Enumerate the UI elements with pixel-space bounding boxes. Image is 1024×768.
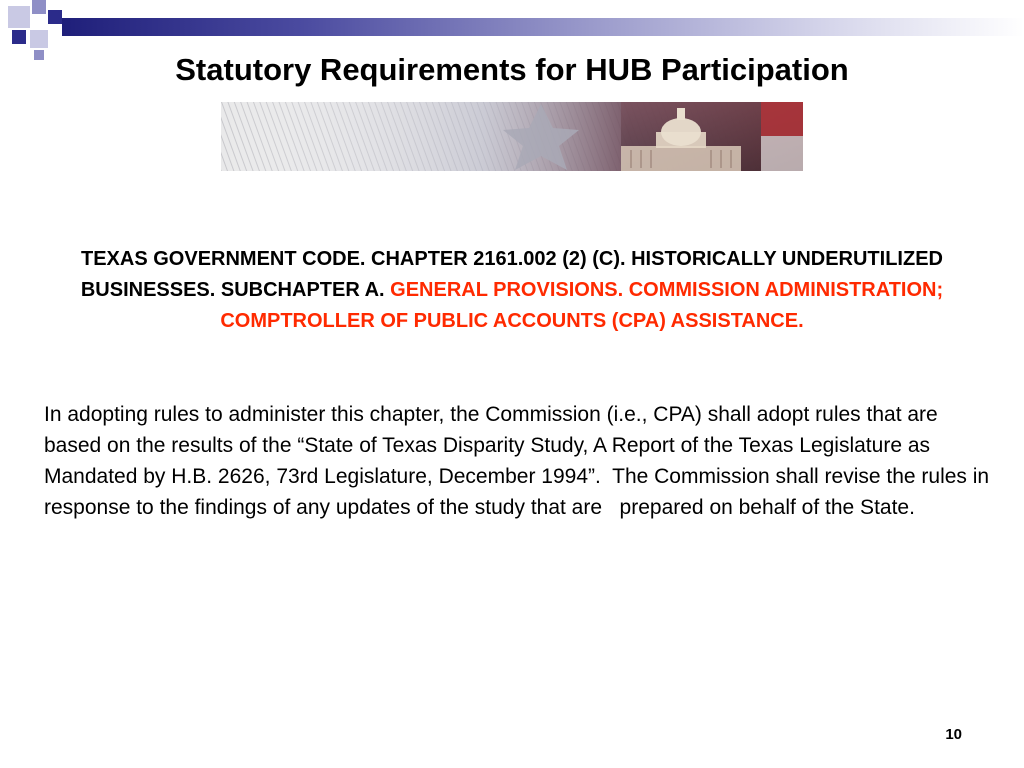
decorative-square (48, 10, 62, 24)
header-gradient-bar (62, 18, 1024, 36)
decorative-square (8, 6, 30, 28)
decorative-square (32, 0, 46, 14)
body-paragraph: In adopting rules to administer this chapter, the Commission (i.e., CPA) shall adopt rules that are based on the results of the “State of Texas Disparity Study, A Report of the Texas Legislature as Mandated by H.B. 2626, 73rd Legislature, December 1994”. The Commission shall revise the rules in response to the findings of any updates of the study that are prepared on behalf of the State. (44, 403, 995, 519)
heading-black-text: TEXAS GOVERNMENT CODE. CHAPTER 2161.002 (2) (C). HISTORICALLY UNDERUTILIZED BUSINESSES. SUBCHAPTER A. (80, 248, 943, 301)
slide-title: Statutory Requirements for HUB Participation (175, 52, 849, 87)
heading-red-text: GENERAL PROVISIONS. COMMISSION ADMINISTRATION; COMPTROLLER OF PUBLIC ACCOUNTS (CPA) ASSISTANCE. (220, 279, 944, 332)
decorative-square (12, 30, 26, 44)
texas-capitol-banner-image (221, 102, 803, 171)
decorative-square (30, 30, 48, 48)
code-citation-heading (44, 244, 980, 337)
page-number: 10 (945, 726, 962, 743)
